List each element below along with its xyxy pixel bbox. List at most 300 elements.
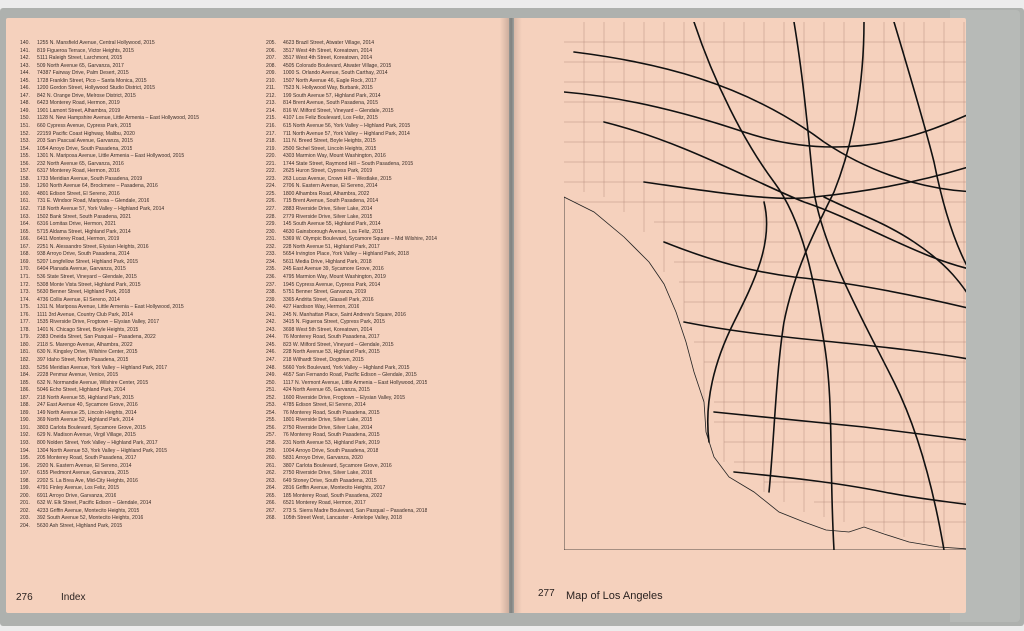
index-entry xyxy=(266,251,506,259)
index-entry xyxy=(20,425,256,433)
index-entry-address: 247 East Avenue 40, Sycamore Grove, 2016 xyxy=(37,402,138,409)
index-entry-address: 6317 Monterey Road, Hermon, 2016 xyxy=(37,168,120,175)
index-entry-number: 188. xyxy=(20,402,30,409)
index-entry-address: 6423 Monterey Road, Hermon, 2019 xyxy=(37,100,120,107)
index-entry-number: 166. xyxy=(20,236,30,243)
index-entry-number: 268. xyxy=(266,515,276,522)
index-entry xyxy=(266,410,506,418)
index-entry-number: 245. xyxy=(266,341,276,348)
page-number-right: 277 xyxy=(538,588,555,599)
index-entry-address: 3803 Carlota Boulevard, Sycamore Grove, 2015 xyxy=(37,424,146,431)
index-entry xyxy=(20,221,256,229)
index-entry-address: 427 Hardison Way, Hermon, 2016 xyxy=(283,304,360,311)
index-entry xyxy=(266,146,506,154)
page-number-left: 276 xyxy=(16,592,33,603)
index-entry-address: 7523 N. Hollywood Way, Burbank, 2015 xyxy=(283,85,373,92)
index-entry xyxy=(266,493,506,501)
index-entry-address: 814 Brent Avenue, South Pasadena, 2015 xyxy=(283,100,379,107)
index-entry-number: 259. xyxy=(266,447,276,454)
index-entry-address: 3517 West 4th Street, Koreatown, 2014 xyxy=(283,55,373,62)
index-entry-number: 181. xyxy=(20,349,30,356)
index-entry-address: 5654 Irvington Place, York Valley – Highland Park, 2018 xyxy=(283,251,409,258)
index-entry-number: 267. xyxy=(266,507,276,514)
index-entry xyxy=(20,432,256,440)
index-entry-address: 145 South Avenue 55, Highland Park, 2014 xyxy=(283,221,381,228)
index-entry-address: 816 W. Milford Street, Vineyard – Glendale, 2015 xyxy=(283,107,394,114)
index-entry xyxy=(266,206,506,214)
index-entry-number: 190. xyxy=(20,417,30,424)
index-entry-address: 1535 Riverside Drive, Frogtown – Elysian Valley, 2017 xyxy=(37,319,160,326)
index-entry-address: 4785 Edison Street, El Sereno, 2014 xyxy=(283,402,366,409)
index-entry-number: 256. xyxy=(266,424,276,431)
index-entry-address: 660 Cypress Avenue, Cypress Park, 2015 xyxy=(37,123,132,130)
index-entry xyxy=(20,198,256,206)
index-entry xyxy=(266,349,506,357)
right-page xyxy=(514,18,966,613)
index-entry-address: 228 North Avenue 51, Highland Park, 2017 xyxy=(283,243,380,250)
index-entry-number: 266. xyxy=(266,500,276,507)
index-entry-number: 252. xyxy=(266,394,276,401)
index-entry-address: 2816 Griffin Avenue, Montecito Heights, 2017 xyxy=(283,485,386,492)
index-entry-address: 5611 Media Drive, Highland Park, 2018 xyxy=(283,258,372,265)
index-entry-address: 1301 N. Mariposa Avenue, Little Armenia – East Hollywood, 2015 xyxy=(37,153,185,160)
index-entry xyxy=(20,146,256,154)
index-entry-number: 226. xyxy=(266,198,276,205)
index-entry-number: 202. xyxy=(20,507,30,514)
index-entry-number: 193. xyxy=(20,439,30,446)
index-entry-address: 4801 Edison Street, El Sereno, 2016 xyxy=(37,190,120,197)
index-entry-number: 140. xyxy=(20,40,30,46)
index-entry-number: 210. xyxy=(266,77,276,84)
index-entry-number: 251. xyxy=(266,387,276,394)
index-entry xyxy=(20,108,256,116)
index-entry-address: 4623 Brazil Street, Atwater Village, 2014 xyxy=(283,40,375,46)
index-entry-address: 424 North Avenue 65, Garvanza, 2015 xyxy=(283,387,370,394)
index-entry-number: 171. xyxy=(20,273,30,280)
index-entry-number: 264. xyxy=(266,485,276,492)
index-entry-number: 196. xyxy=(20,462,30,469)
index-entry-address: 509 North Avenue 65, Garvanza, 2017 xyxy=(37,62,124,69)
index-entry xyxy=(20,191,256,199)
index-entry-number: 257. xyxy=(266,432,276,439)
index-entry-number: 209. xyxy=(266,70,276,77)
index-entry xyxy=(266,100,506,108)
index-entry-address: 5630 Ash Street, Highland Park, 2015 xyxy=(37,523,123,529)
index-entry xyxy=(20,85,256,93)
index-entry xyxy=(266,282,506,290)
left-page xyxy=(6,18,509,613)
index-entry xyxy=(266,440,506,448)
index-entry-address: 2202 S. La Brea Ave, Mid-City Heights, 2016 xyxy=(37,477,138,484)
index-entry-address: 1004 Arroyo Drive, South Pasadena, 2018 xyxy=(283,447,379,454)
index-column-1 xyxy=(20,40,256,531)
index-entry xyxy=(20,319,256,327)
index-entry xyxy=(266,229,506,237)
index-entry-number: 194. xyxy=(20,447,30,454)
index-entry-number: 205. xyxy=(266,40,276,46)
index-entry xyxy=(20,365,256,373)
index-entry-address: 718 North Avenue 57, York Valley – Highland Park, 2014 xyxy=(37,206,165,213)
index-entry-number: 261. xyxy=(266,462,276,469)
index-entry-number: 222. xyxy=(266,168,276,175)
index-entry xyxy=(266,131,506,139)
book-gutter-shadow xyxy=(500,18,522,613)
index-entry xyxy=(266,78,506,86)
index-entry-number: 203. xyxy=(20,515,30,522)
index-entry-number: 186. xyxy=(20,387,30,394)
index-entry-number: 235. xyxy=(266,266,276,273)
index-entry-address: 392 South Avenue 52, Montecito Heights, 2016 xyxy=(37,515,144,522)
index-entry-number: 147. xyxy=(20,92,30,99)
index-entry-address: 228 North Avenue 53, Highland Park, 2015 xyxy=(283,349,380,356)
index-entry xyxy=(20,40,256,48)
index-entry xyxy=(266,183,506,191)
index-entry-number: 174. xyxy=(20,296,30,303)
index-entry xyxy=(20,289,256,297)
index-entry-number: 145. xyxy=(20,77,30,84)
index-entry xyxy=(266,304,506,312)
index-entry xyxy=(266,55,506,63)
index-entry xyxy=(266,168,506,176)
index-entry-number: 253. xyxy=(266,402,276,409)
index-entry-number: 187. xyxy=(20,394,30,401)
index-entry-address: 76 Monterey Road, South Pasadena, 2015 xyxy=(283,432,380,439)
index-entry-address: 76 Monterey Road, South Pasadena, 2017 xyxy=(283,334,380,341)
index-entry-number: 182. xyxy=(20,356,30,363)
index-entry-address: 2228 Penmar Avenue, Venice, 2015 xyxy=(37,372,119,379)
index-entry-number: 227. xyxy=(266,206,276,213)
index-entry-address: 1255 N. Mansfield Avenue, Central Hollywood, 2015 xyxy=(37,40,155,46)
index-entry-address: 1304 North Avenue 53, York Valley – Highland Park, 2015 xyxy=(37,447,168,454)
index-entry xyxy=(266,176,506,184)
index-entry-number: 183. xyxy=(20,364,30,371)
index-entry xyxy=(266,425,506,433)
index-entry xyxy=(266,48,506,56)
index-entry-address: 3517 West 4th Street, Koreatown, 2014 xyxy=(283,47,373,54)
index-entry-number: 224. xyxy=(266,183,276,190)
section-title-map: Map of Los Angeles xyxy=(566,590,663,602)
index-entry-number: 148. xyxy=(20,100,30,107)
index-entry xyxy=(20,448,256,456)
index-entry-number: 167. xyxy=(20,243,30,250)
index-entry-address: 1945 Cypress Avenue, Cypress Park, 2014 xyxy=(283,281,381,288)
index-entry-address: 4303 Marmion Way, Mount Washington, 2016 xyxy=(283,153,386,160)
index-entry-number: 234. xyxy=(266,258,276,265)
index-entry xyxy=(266,297,506,305)
index-entry-number: 168. xyxy=(20,251,30,258)
index-entry-address: 2706 N. Eastern Avenue, El Sereno, 2014 xyxy=(283,183,378,190)
index-entry-address: 203 San Pascual Avenue, Garvanza, 2015 xyxy=(37,138,133,145)
index-entry xyxy=(266,500,506,508)
index-entry-number: 177. xyxy=(20,319,30,326)
index-entry-number: 155. xyxy=(20,153,30,160)
index-entry xyxy=(266,198,506,206)
index-entry-number: 207. xyxy=(266,55,276,62)
index-entry-address: 1744 State Street, Raymond Hill – South Pasadena, 2015 xyxy=(283,160,414,167)
index-entry xyxy=(266,40,506,48)
index-entry-number: 199. xyxy=(20,485,30,492)
index-entry xyxy=(20,417,256,425)
index-entry-address: 2625 Huron Street, Cypress Park, 2019 xyxy=(283,168,373,175)
index-entry xyxy=(266,108,506,116)
index-entry-address: 632 N. Normandie Avenue, Wilshire Center, 2015 xyxy=(37,379,149,386)
index-entry-address: 1200 Gordon Street, Hollywood Studio District, 2015 xyxy=(37,85,156,92)
index-entry xyxy=(266,312,506,320)
index-entry xyxy=(266,448,506,456)
index-entry xyxy=(20,395,256,403)
index-entry-number: 175. xyxy=(20,304,30,311)
index-entry-address: 4107 Los Feliz Boulevard, Los Feliz, 2015 xyxy=(283,115,378,122)
index-entry-number: 211. xyxy=(266,85,276,92)
index-entry-address: 2383 Oneida Street, San Pasqual – Pasadena, 2022 xyxy=(37,334,156,341)
index-entry-number: 248. xyxy=(266,364,276,371)
index-entry xyxy=(266,357,506,365)
index-entry-number: 218. xyxy=(266,138,276,145)
index-entry-address: 823 W. Milford Street, Vineyard – Glendale, 2015 xyxy=(283,341,394,348)
index-entry xyxy=(266,334,506,342)
index-entry xyxy=(266,463,506,471)
index-entry xyxy=(266,289,506,297)
index-entry xyxy=(20,55,256,63)
index-entry-number: 247. xyxy=(266,356,276,363)
index-entry-address: 1600 Riverside Drive, Frogtown – Elysian Valley, 2015 xyxy=(283,394,406,401)
index-entry-address: 149 North Avenue 25, Lincoln Heights, 2014 xyxy=(37,409,137,416)
index-entry-number: 146. xyxy=(20,85,30,92)
index-entry-number: 246. xyxy=(266,349,276,356)
index-entry xyxy=(20,485,256,493)
index-entry-address: 615 North Avenue 56, York Valley – Highland Park, 2015 xyxy=(283,123,411,130)
index-entry-address: 263 Lucas Avenue, Crown Hill – Westlake, 2015 xyxy=(283,175,392,182)
index-entry xyxy=(20,274,256,282)
index-entry-number: 156. xyxy=(20,160,30,167)
index-entry-number: 240. xyxy=(266,304,276,311)
index-entry-address: 232 North Avenue 65, Garvanza, 2016 xyxy=(37,160,124,167)
index-entry-number: 230. xyxy=(266,228,276,235)
index-entry-number: 141. xyxy=(20,47,30,54)
index-entry xyxy=(266,138,506,146)
index-entry xyxy=(266,485,506,493)
index-entry xyxy=(20,312,256,320)
index-entry-address: 6521 Monterey Road, Hermon, 2017 xyxy=(283,500,366,507)
index-entry-address: 245 N. Manhattan Place, Saint Andrew's Square, 2016 xyxy=(283,311,407,318)
index-entry-address: 5751 Benner Street, Garvanza, 2019 xyxy=(283,289,367,296)
index-entry-number: 158. xyxy=(20,175,30,182)
index-entry-address: 2750 Riverside Drive, Silver Lake, 2016 xyxy=(283,470,373,477)
index-entry-number: 157. xyxy=(20,168,30,175)
index-entry-number: 258. xyxy=(266,439,276,446)
index-entry xyxy=(20,349,256,357)
index-entry-number: 201. xyxy=(20,500,30,507)
index-entry-number: 192. xyxy=(20,432,30,439)
index-entry-number: 217. xyxy=(266,130,276,137)
index-entry xyxy=(20,297,256,305)
index-entry xyxy=(20,508,256,516)
index-entry-address: 715 Brent Avenue, South Pasadena, 2014 xyxy=(283,198,379,205)
index-entry-number: 249. xyxy=(266,372,276,379)
index-entry xyxy=(20,470,256,478)
index-entry-number: 169. xyxy=(20,258,30,265)
index-entry xyxy=(266,432,506,440)
index-entry xyxy=(20,183,256,191)
index-entry xyxy=(266,153,506,161)
index-entry-address: 4505 Colorado Boulevard, Atwater Village, 2015 xyxy=(283,62,392,69)
index-entry xyxy=(20,93,256,101)
index-entry-number: 263. xyxy=(266,477,276,484)
index-entry-number: 208. xyxy=(266,62,276,69)
index-entry xyxy=(266,244,506,252)
section-title-index: Index xyxy=(61,592,86,603)
index-entry-number: 185. xyxy=(20,379,30,386)
index-entry-number: 219. xyxy=(266,145,276,152)
index-entry-address: 5207 Longfellow Street, Highland Park, 2015 xyxy=(37,258,139,265)
index-entry-number: 154. xyxy=(20,145,30,152)
index-entry-number: 212. xyxy=(266,92,276,99)
index-entry-address: 2750 Riverside Drive, Silver Lake, 2014 xyxy=(283,424,373,431)
index-entry xyxy=(20,523,256,531)
index-entry-number: 144. xyxy=(20,70,30,77)
index-entry xyxy=(266,372,506,380)
index-entry-number: 250. xyxy=(266,379,276,386)
index-entry xyxy=(266,470,506,478)
index-entry-number: 262. xyxy=(266,470,276,477)
index-entry-number: 163. xyxy=(20,213,30,220)
index-entry-address: 5715 Aldama Street, Highland Park, 2014 xyxy=(37,228,131,235)
index-entry-address: 2500 Sichel Street, Lincoln Heights, 2015 xyxy=(283,145,377,152)
index-entry-number: 242. xyxy=(266,319,276,326)
index-entry xyxy=(266,342,506,350)
index-entry-address: 536 State Street, Vineyard – Glendale, 2015 xyxy=(37,273,137,280)
index-entry-address: 1733 Meridian Avenue, South Pasadena, 2019 xyxy=(37,175,143,182)
index-entry xyxy=(20,342,256,350)
index-entry-number: 265. xyxy=(266,492,276,499)
index-entry-number: 142. xyxy=(20,55,30,62)
index-entry-address: 369 North Avenue 52, Highland Park, 2014 xyxy=(37,417,134,424)
index-entry-address: 231 North Avenue 53, Highland Park, 2019 xyxy=(283,439,380,446)
index-entry-address: 3365 Andrita Street, Glassell Park, 2016 xyxy=(283,296,374,303)
index-entry-number: 225. xyxy=(266,190,276,197)
index-entry xyxy=(20,131,256,139)
index-entry xyxy=(266,115,506,123)
index-entry-address: 1800 Alhambra Road, Alhambra, 2022 xyxy=(283,190,370,197)
index-entry-number: 254. xyxy=(266,409,276,416)
index-entry-address: 3698 West 5th Street, Koreatown, 2014 xyxy=(283,326,373,333)
index-entry-address: 630 N. Kingsley Drive, Wilshire Center, 2015 xyxy=(37,349,138,356)
index-entry-address: 2883 Riverside Drive, Silver Lake, 2014 xyxy=(283,206,373,213)
index-entry-number: 191. xyxy=(20,424,30,431)
index-entry-number: 255. xyxy=(266,417,276,424)
index-entry xyxy=(20,327,256,335)
index-entry-address: 199 South Avenue 57, Highland Park, 2014 xyxy=(283,92,381,99)
index-entry-number: 176. xyxy=(20,311,30,318)
index-entry-address: 4791 Finley Avenue, Los Feliz, 2015 xyxy=(37,485,120,492)
index-entry-address: 1728 Franklin Street, Pico – Santa Monica, 2015 xyxy=(37,77,147,84)
index-entry-number: 244. xyxy=(266,334,276,341)
index-entry xyxy=(20,251,256,259)
index-entry-number: 197. xyxy=(20,470,30,477)
index-entry-number: 151. xyxy=(20,123,30,130)
index-entry-number: 165. xyxy=(20,228,30,235)
index-entry-address: 1111 3rd Avenue, Country Club Park, 2014 xyxy=(37,311,133,318)
index-entry-number: 204. xyxy=(20,523,30,529)
index-entry xyxy=(20,161,256,169)
index-entry-address: 2920 N. Eastern Avenue, El Sereno, 2014 xyxy=(37,462,132,469)
index-entry xyxy=(20,78,256,86)
index-entry xyxy=(266,70,506,78)
index-entry-number: 233. xyxy=(266,251,276,258)
index-entry-number: 206. xyxy=(266,47,276,54)
index-entry-address: 842 N. Orange Drive, Melrose District, 2015 xyxy=(37,92,136,99)
index-entry-address: 800 Nolden Street, York Valley – Highland Park, 2017 xyxy=(37,439,158,446)
index-entry xyxy=(266,93,506,101)
index-entry-address: 5660 York Boulevard, York Valley – Highland Park, 2015 xyxy=(283,364,410,371)
index-entry-number: 243. xyxy=(266,326,276,333)
index-entry-address: 1117 N. Vermont Avenue, Little Armenia – East Hollywood, 2015 xyxy=(283,379,428,386)
index-entry-number: 164. xyxy=(20,221,30,228)
index-entry-number: 214. xyxy=(266,107,276,114)
index-entry-number: 223. xyxy=(266,175,276,182)
index-entry-address: 218 Wilhardt Street, Dogtown, 2015 xyxy=(283,356,364,363)
index-entry-address: 1260 North Avenue 64, Brockmere – Pasadena, 2016 xyxy=(37,183,158,190)
index-entry-address: 218 North Avenue 55, Highland Park, 2015 xyxy=(37,394,134,401)
index-entry-number: 152. xyxy=(20,130,30,137)
index-entry-address: 3807 Carlota Boulevard, Sycamore Grove, 2016 xyxy=(283,462,392,469)
index-entry-number: 173. xyxy=(20,289,30,296)
index-entry-number: 195. xyxy=(20,455,30,462)
index-entry-number: 150. xyxy=(20,115,30,122)
index-column-2 xyxy=(266,40,506,523)
index-entry-number: 241. xyxy=(266,311,276,318)
index-entry-address: 1401 N. Chicago Street, Boyle Heights, 2015 xyxy=(37,326,139,333)
index-entry-address: 5308 Monte Vista Street, Highland Park, 2015 xyxy=(37,281,141,288)
index-entry xyxy=(20,168,256,176)
index-entry xyxy=(266,274,506,282)
index-entry xyxy=(20,455,256,463)
index-entry xyxy=(20,206,256,214)
index-entry xyxy=(20,100,256,108)
index-entry xyxy=(266,259,506,267)
index-entry xyxy=(20,463,256,471)
index-entry-address: 629 N. Madison Avenue, Virgil Village, 2015 xyxy=(37,432,136,439)
index-entry-address: 938 Arroyo Drive, South Pasadena, 2014 xyxy=(37,251,130,258)
index-entry-address: 6411 Monterey Road, Hermon, 2019 xyxy=(37,236,120,243)
index-entry-address: 819 Figueroa Terrace, Victor Heights, 2015 xyxy=(37,47,134,54)
index-entry xyxy=(20,176,256,184)
index-entry-address: 1502 Bank Street, South Pasadena, 2021 xyxy=(37,213,132,220)
index-entry xyxy=(20,372,256,380)
index-entry-address: 731 E. Windsor Road, Mariposa – Glendale, 2016 xyxy=(37,198,150,205)
index-entry-number: 260. xyxy=(266,455,276,462)
index-entry-number: 237. xyxy=(266,281,276,288)
map-coastline xyxy=(564,197,966,550)
index-entry-number: 200. xyxy=(20,492,30,499)
index-entry-address: 397 Idaho Street, North Pasadena, 2015 xyxy=(37,356,129,363)
index-entry xyxy=(20,380,256,388)
index-entry-address: 1000 S. Orlando Avenue, South Carthay, 2014 xyxy=(283,70,388,77)
index-entry xyxy=(266,85,506,93)
index-entry xyxy=(20,282,256,290)
index-entry xyxy=(20,357,256,365)
index-entry-address: 205 Monterey Road, South Pasadena, 2017 xyxy=(37,455,137,462)
index-entry xyxy=(20,115,256,123)
index-entry-number: 179. xyxy=(20,334,30,341)
index-entry-address: 5630 Benner Street, Highland Park, 2018 xyxy=(37,289,131,296)
index-entry-number: 231. xyxy=(266,236,276,243)
index-entry-number: 220. xyxy=(266,153,276,160)
index-entry-number: 198. xyxy=(20,477,30,484)
index-entry xyxy=(20,244,256,252)
index-entry xyxy=(20,493,256,501)
index-entry xyxy=(266,515,506,523)
